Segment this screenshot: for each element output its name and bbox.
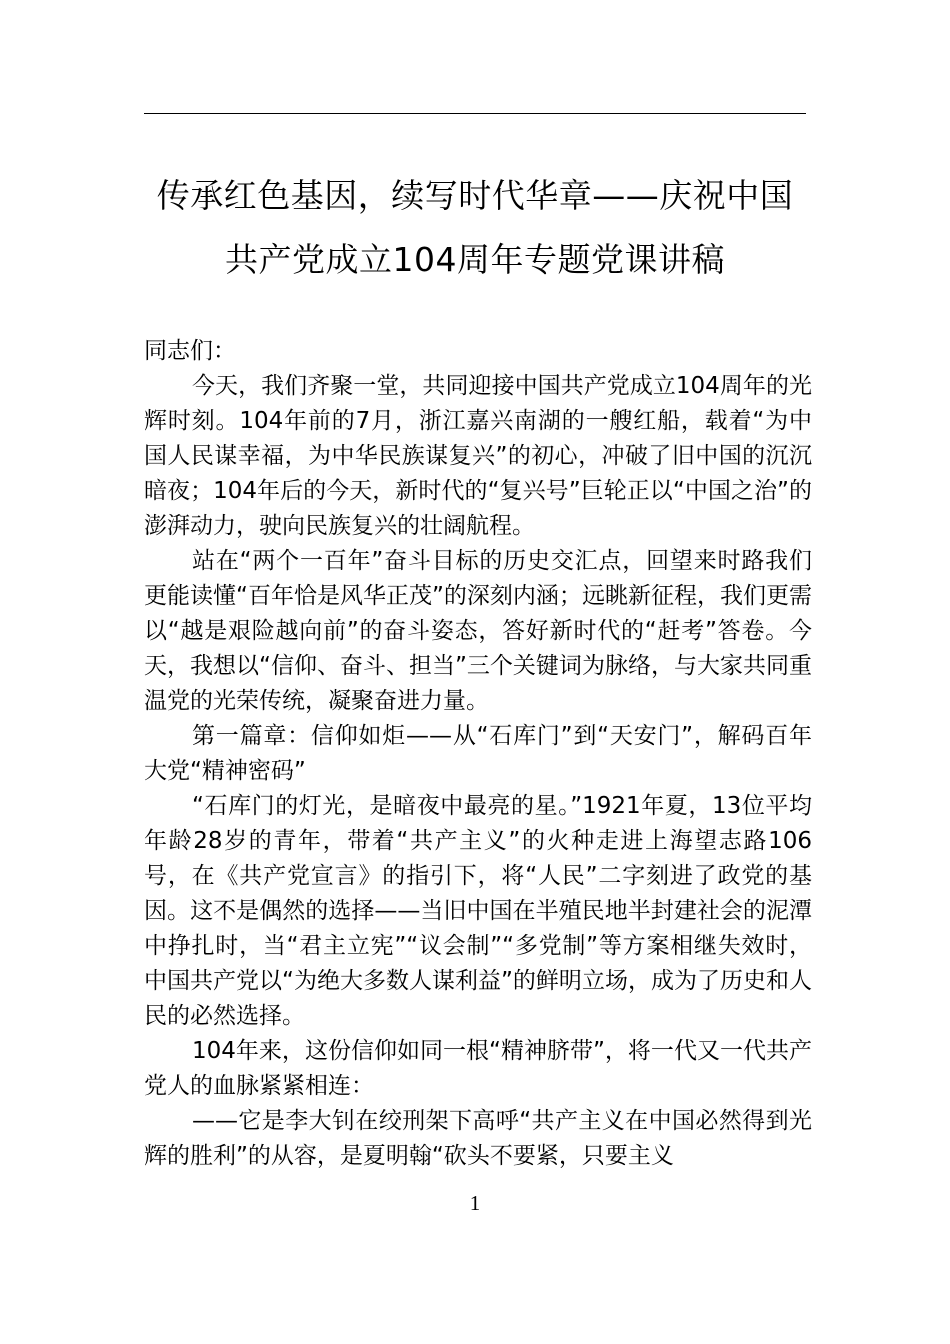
document-title: 传承红色基因，续写时代华章——庆祝中国共产党成立104周年专题党课讲稿	[156, 176, 794, 279]
chapter-heading-1: 第一篇章：信仰如炬——从“石库门”到“天安门”，解码百年大党“精神密码”	[144, 723, 812, 784]
paragraph-2: 站在“两个一百年”奋斗目标的历史交汇点，回望来时路我们更能读懂“百年恰是风华正茂”的深刻内涵；远眺新征程，我们更需以“越是艰险越向前”的奋斗姿态，答好新时代的“赶考”答卷。今天，我想以“信仰、奋斗、担当”三个关键词为脉络，与大家共同重温党的光荣传统，凝聚奋进力量。	[144, 548, 812, 714]
paragraph-4: 104年来，这份信仰如同一根“精神脐带”，将一代又一代共产党人的血脉紧紧相连：	[144, 1038, 812, 1099]
salutation: 同志们：	[144, 338, 236, 364]
document-body	[144, 334, 812, 1174]
paragraph-5: ——它是李大钊在绞刑架下高呼“共产主义在中国必然得到光辉的胜利”的从容，是夏明翰“砍头不要紧，只要主义	[144, 1108, 812, 1169]
page-number: 1	[469, 1191, 481, 1215]
paragraph-1: 今天，我们齐聚一堂，共同迎接中国共产党成立104周年的光辉时刻。104年前的7月，浙江嘉兴南湖的一艘红船，载着“为中国人民谋幸福，为中华民族谋复兴”的初心，冲破了旧中国的沉沉暗夜；104年后的今天，新时代的“复兴号”巨轮正以“中国之治”的澎湃动力，驶向民族复兴的壮阔航程。	[144, 373, 812, 539]
header-rule	[144, 113, 806, 114]
paragraph-3: “石库门的灯光，是暗夜中最亮的星。”1921年夏，13位平均年龄28岁的青年，带着“共产主义”的火种走进上海望志路106号，在《共产党宣言》的指引下，将“人民”二字刻进了政党的基因。这不是偶然的选择——当旧中国在半殖民地半封建社会的泥潭中挣扎时，当“君主立宪”“议会制”“多党制”等方案相继失效时，中国共产党以“为绝大多数人谋利益”的鲜明立场，成为了历史和人民的必然选择。	[144, 793, 812, 1029]
